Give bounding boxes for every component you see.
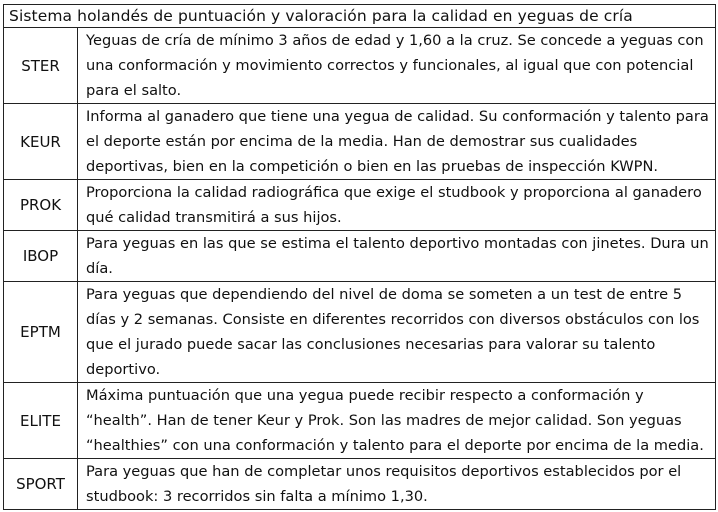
table-title: Sistema holandés de puntuación y valoración para la calidad en yeguas de cría xyxy=(4,5,716,28)
rating-code: EPTM xyxy=(4,282,78,383)
rating-code: IBOP xyxy=(4,231,78,282)
table-row-sport xyxy=(4,459,716,510)
rating-description: Yeguas de cría de mínimo 3 años de edad y 1,60 a la cruz. Se concede a yeguas con una conformación y movimiento correctos y funcionales, al igual que con potencial para el salto. xyxy=(78,28,716,104)
table-row-prok xyxy=(4,180,716,231)
table-row-ster xyxy=(4,28,716,104)
table-row-ibop xyxy=(4,231,716,282)
rating-description: Para yeguas que han de completar unos requisitos deportivos establecidos por el studbook: 3 recorridos sin falta a mínimo 1,30. xyxy=(78,459,716,510)
rating-description: Máxima puntuación que una yegua puede recibir respecto a conformación y “health”. Han de tener Keur y Prok. Son las madres de mejor calidad. Son yeguas “healthies” con una conformación y talento para el deporte por encima de la media. xyxy=(78,383,716,459)
table-row-elite xyxy=(4,383,716,459)
table-row-keur xyxy=(4,104,716,180)
document xyxy=(3,4,715,510)
rating-description: Informa al ganadero que tiene una yegua de calidad. Su conformación y talento para el deporte están por encima de la media. Han de demostrar sus cualidades deportivas, bien en la competición o bien en las pruebas de inspección KWPN. xyxy=(78,104,716,180)
rating-code: ELITE xyxy=(4,383,78,459)
rating-description: Para yeguas que dependiendo del nivel de doma se someten a un test de entre 5 días y 2 semanas. Consiste en diferentes recorridos con diversos obstáculos con los que el jurado puede sacar las conclusiones necesarias para valorar su talento deportivo. xyxy=(78,282,716,383)
rating-description: Para yeguas en las que se estima el talento deportivo montadas con jinetes. Dura un día. xyxy=(78,231,716,282)
rating-code: PROK xyxy=(4,180,78,231)
table-title-row xyxy=(4,5,716,28)
rating-description: Proporciona la calidad radiográfica que exige el studbook y proporciona al ganadero qué calidad transmitirá a sus hijos. xyxy=(78,180,716,231)
rating-code: STER xyxy=(4,28,78,104)
table-row-eptm xyxy=(4,282,716,383)
mare-rating-table xyxy=(3,4,716,510)
rating-code: KEUR xyxy=(4,104,78,180)
rating-code: SPORT xyxy=(4,459,78,510)
